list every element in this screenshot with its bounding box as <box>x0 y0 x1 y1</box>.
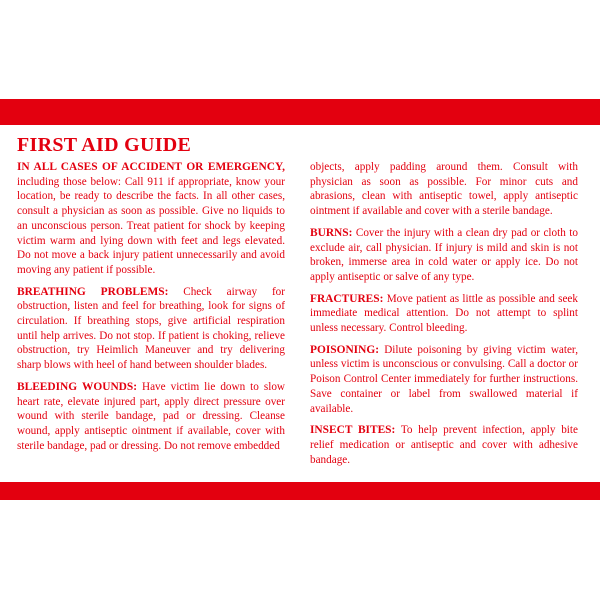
section-breathing-text: Check airway for obstruction, listen and feel for breathing, look for signs of circulation. If breathing stops, give artificial respiration until help arrives. Do not stop. If patient is choking, relieve obstruction, try Heimlich Maneuver and try delivering sharp blows with heel of hand between shoulder blades. <box>17 285 285 372</box>
section-general <box>17 160 285 278</box>
section-poisoning-text: Dilute poisoning by giving victim water, unless victim is unconscious or convulsing. Call a doctor or Poison Control Center immediately for further instructions. Save container or label from swallowed material if available. <box>310 343 579 415</box>
right-column <box>310 160 578 474</box>
section-insect-bites-text: To help prevent infection, apply bite relief medication or antiseptic and cover with adhesive bandage. <box>310 424 578 466</box>
bottom-red-band <box>0 482 600 500</box>
section-insect-bites <box>310 423 578 467</box>
page-title: FIRST AID GUIDE <box>17 134 192 156</box>
section-insect-bites-heading: INSECT BITES: <box>310 424 396 437</box>
top-red-band <box>0 99 600 125</box>
section-fractures-text: Move patient as little as possible and seek immediate medical attention. Do not attempt to splint unless necessary. Control bleeding. <box>310 292 578 335</box>
section-general-heading: IN ALL CASES OF ACCIDENT OR EMERGENCY, <box>17 161 285 173</box>
section-bleeding-continued: objects, apply padding around them. Consult with physician as soon as possible. For minor cuts and abrasions, clean with antiseptic towel, apply antiseptic ointment if available and cover with a sterile bandage. <box>310 161 578 218</box>
section-bleeding <box>17 380 285 454</box>
section-general-text: including those below: Call 911 if appropriate, know your location, be ready to describe the facts. In all other cases, consult a physician as soon as possible. Give no liquids to an unconscious person. Treat patient for shock by keeping victim warm and lying down with feet and legs elevated. Do not move a back injury patient unnecessarily and avoid moving any patient if possible. <box>17 175 285 276</box>
section-breathing-heading: BREATHING PROBLEMS: <box>17 285 169 298</box>
section-breathing <box>17 285 285 373</box>
section-fractures-heading: FRACTURES: <box>310 292 384 305</box>
section-poisoning-heading: POISONING: <box>310 343 379 356</box>
section-burns <box>310 226 578 285</box>
left-column <box>17 160 285 460</box>
section-bleeding-heading: BLEEDING WOUNDS: <box>17 380 138 393</box>
section-burns-heading: BURNS: <box>310 226 353 239</box>
section-poisoning <box>310 343 578 417</box>
section-fractures <box>310 292 578 336</box>
section-bleeding-text: Have victim lie down to slow heart rate, elevate injured part, apply direct pressure over wound with sterile bandage, pad or dressing. Cleanse wound, apply antiseptic ointment if available, cover with sterile bandage, pad or dressing. Do not remove embedded <box>17 380 285 452</box>
section-burns-text: Cover the injury with a clean dry pad or cloth to exclude air, call physician. If injury is mild and skin is not broken, immerse area in cold water or apply ice. Do not apply antiseptic or salve of any type. <box>310 226 578 283</box>
